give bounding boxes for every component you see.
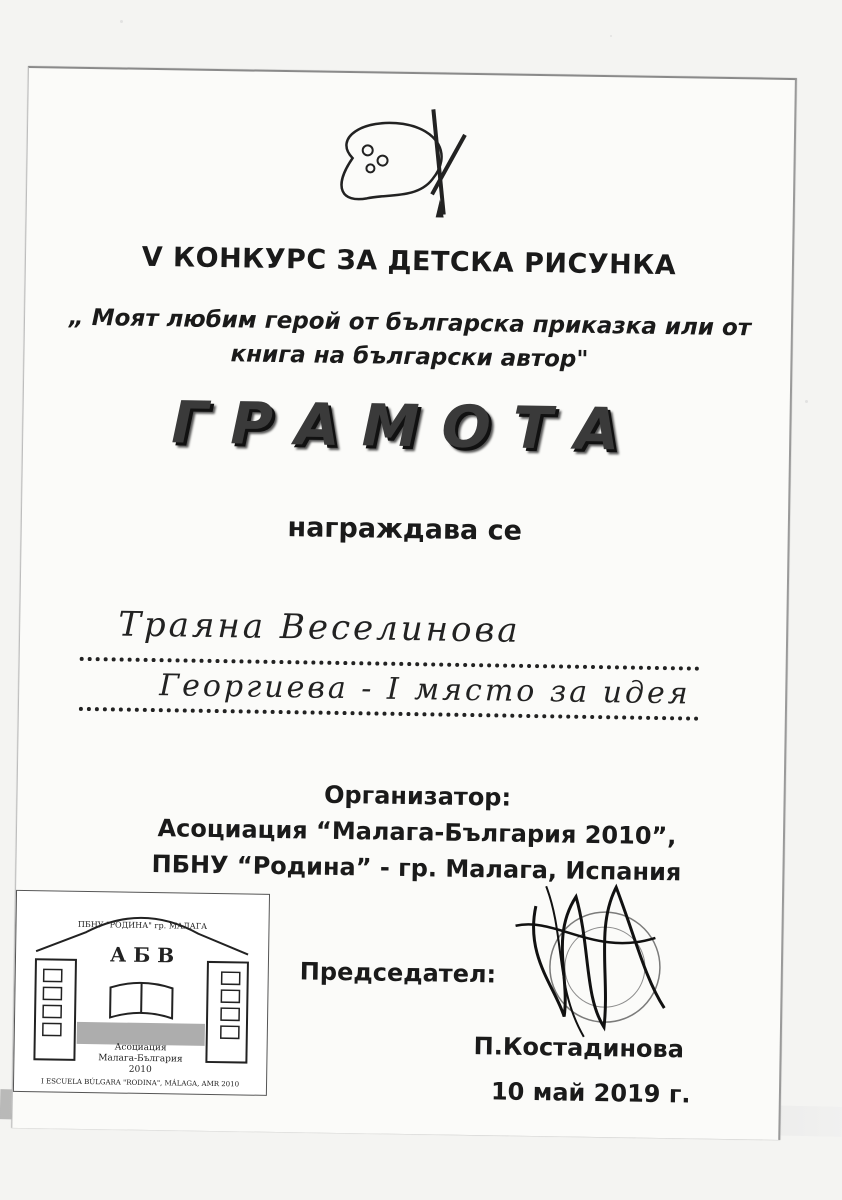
chair-name: П.Костадинова (473, 1032, 685, 1064)
school-logo (13, 890, 270, 1096)
certificate-heading: ГРАМОТА (170, 388, 642, 464)
organizer-label: Организатор: (323, 780, 512, 812)
contest-subtitle (44, 300, 775, 379)
logo-assoc-1: Асоциация (114, 1042, 167, 1054)
signature-stamp (494, 865, 687, 1048)
chair-label: Председател: (299, 957, 497, 989)
organizer-line-1: Асоциация “Малага-България 2010”, (157, 814, 677, 851)
recipient-name-line-2: Георгиева - I място за идея (159, 668, 691, 712)
logo-arc-text: ПБНУ "РОДИНА" гр. МАЛАГА (77, 919, 208, 931)
subtitle-line-2: книга на български автор" (230, 341, 589, 373)
logo-letters: А Б В (109, 942, 175, 968)
palette-icon (311, 97, 473, 229)
certificate-date: 10 май 2019 г. (490, 1077, 691, 1109)
logo-assoc-2: Малага-България (98, 1053, 183, 1065)
logo-assoc-3: 2010 (128, 1064, 152, 1076)
organizer-line-2: ПБНУ “Родина” - гр. Малага, Испания (151, 850, 682, 887)
awarded-text: награждава се (287, 512, 523, 547)
contest-title: V КОНКУРС ЗА ДЕТСКА РИСУНКА (141, 241, 677, 282)
logo-bottom-text: I ESCUELA BÚLGARA "RODINA", MÁLAGA, AMR 2010 (40, 1077, 240, 1089)
recipient-name-line-1: Траяна Веселинова (117, 604, 521, 651)
certificate-sheet (11, 66, 797, 1140)
subtitle-line-1: „ Моят любим герой от българска приказка или от (68, 304, 752, 342)
